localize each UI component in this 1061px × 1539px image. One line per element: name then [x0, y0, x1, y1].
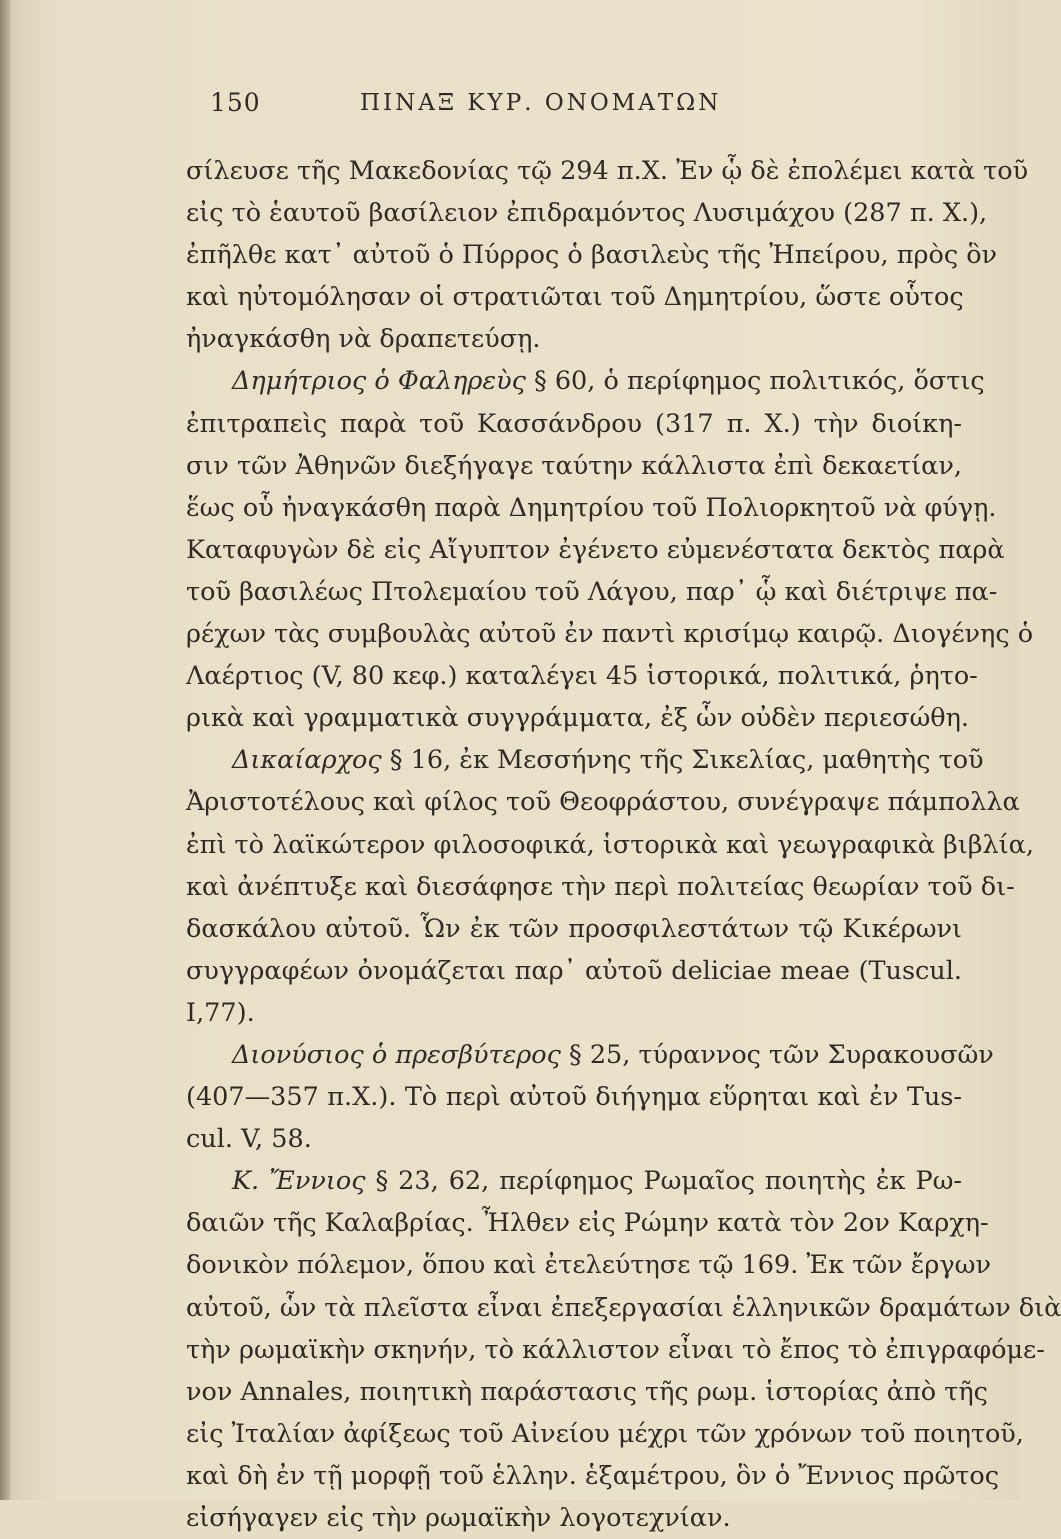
line-text: δαιῶν τῆς Καλαβρίας. Ἦλθεν εἰς Ρώμην κατὰ τὸν 2ον Καρχη- — [186, 1208, 989, 1239]
line-text: ρικὰ καὶ γραμματικὰ συγγράμματα, ἐξ ὧν οὐδὲν περιεσώθη. — [186, 703, 970, 734]
line-text: νον Annales, ποιητικὴ παράστασις τῆς ρωμ. ἱστορίας ἀπὸ τῆς — [186, 1376, 988, 1407]
text-line — [186, 1118, 962, 1160]
entry-name: Διονύσιος ὁ πρεσβύτερος — [232, 1039, 561, 1070]
text-line — [186, 445, 962, 487]
line-text: δασκάλου αὐτοῦ. Ὧν ἐκ τῶν προσφιλεστάτων τῷ Κικέρωνι — [186, 913, 962, 944]
line-text: καὶ δὴ ἐν τῇ μορφῇ τοῦ ἑλλην. ἑξαμέτρου, ὃν ὁ Ἔννιος πρῶτος — [186, 1460, 1000, 1491]
entry-name: Δημήτριος ὁ Φαληρεὺς — [232, 366, 526, 397]
text-line — [186, 318, 962, 360]
text-line — [186, 908, 962, 950]
text-line — [186, 1329, 1045, 1371]
text-line — [186, 950, 962, 992]
text-line — [186, 571, 998, 613]
line-text: I,77). — [186, 997, 255, 1028]
text-line — [186, 866, 1015, 908]
line-text: τὴν ρωμαϊκὴν σκηνήν, τὸ κάλλιστον εἶναι τὸ ἔπος τὸ ἐπιγραφόμε- — [186, 1334, 1045, 1365]
text-line — [186, 1244, 991, 1286]
line-text: (407—357 π.Χ.). Τὸ περὶ αὐτοῦ διήγημα εὕρηται καὶ ἐν Tus- — [186, 1082, 962, 1113]
line-text: ἕως οὗ ἠναγκάσθη παρὰ Δημητρίου τοῦ Πολιορκητοῦ νὰ φύγῃ. — [186, 492, 997, 523]
line-text: καὶ ἀνέπτυξε καὶ διεσάφησε τὴν περὶ πολιτείας θεωρίαν τοῦ δι- — [186, 871, 1015, 902]
entry-first-line — [186, 360, 985, 402]
text-line — [186, 1287, 1061, 1329]
text-line — [186, 1455, 1000, 1497]
text-line — [186, 529, 1005, 571]
entry-name: Κ. Ἔννιος — [232, 1166, 366, 1197]
line-text: ρέχων τὰς συμβουλὰς αὐτοῦ ἐν παντὶ κρισίμῳ καιρῷ. Διογένης ὁ — [186, 619, 1034, 650]
line-text: ἐπὶ τὸ λαϊκώτερον φιλοσοφικά, ἱστορικὰ καὶ γεωγραφικὰ βιβλία, — [186, 829, 1034, 860]
line-text: εἰς Ἰταλίαν ἀφίξεως τοῦ Αἰνείου μέχρι τῶν χρόνων τοῦ ποιητοῦ, — [186, 1418, 1024, 1449]
line-text: καὶ ηὐτομόλησαν οἱ στρατιῶται τοῦ Δημητρίου, ὥστε οὗτος — [186, 282, 964, 313]
line-text: αὐτοῦ, ὧν τὰ πλεῖστα εἶναι ἐπεξεργασίαι ἑλληνικῶν δραμάτων διὰ — [186, 1292, 1061, 1323]
line-text: ἐπῆλθε κατ᾽ αὐτοῦ ὁ Πύρρος ὁ βασιλεὺς τῆς Ἠπείρου, πρὸς ὃν — [186, 240, 998, 271]
text-line — [186, 1076, 962, 1118]
entry-first-line — [186, 739, 984, 781]
line-text: σίλευσε τῆς Μακεδονίας τῷ 294 π.Χ. Ἐν ᾧ δὲ ἐπολέμει κατὰ τοῦ — [186, 156, 1029, 186]
text-line — [186, 487, 997, 529]
text-line — [186, 613, 1034, 655]
text-line — [186, 1413, 1024, 1455]
entry-name: Δικαίαρχος — [232, 745, 382, 776]
text-line — [186, 192, 988, 234]
running-title: ΠΙΝΑΞ ΚΥΡ. ΟΝΟΜΑΤΩΝ — [360, 90, 722, 116]
text-line — [186, 234, 998, 276]
text-line — [186, 1202, 989, 1244]
text-line — [186, 697, 970, 739]
entry-first-line — [186, 1160, 962, 1202]
line-text: τοῦ βασιλέως Πτολεμαίου τοῦ Λάγου, παρ᾽ ᾧ καὶ διέτριψε πα- — [186, 576, 998, 607]
page-header — [210, 88, 770, 122]
line-text: Καταφυγὼν δὲ εἰς Αἴγυπτον ἐγένετο εὐμενέστατα δεκτὸς παρὰ — [186, 534, 1005, 565]
line-text: § 23, 62, περίφημος Ρωμαῖος ποιητὴς ἐκ Ρω- — [365, 1166, 963, 1197]
line-text: Λαέρτιος (V, 80 κεφ.) καταλέγει 45 ἱστορικά, πολιτικά, ῥητο- — [186, 661, 978, 692]
line-text: Ἀριστοτέλους καὶ φίλος τοῦ Θεοφράστου, συνέγραψε πάμπολλα — [186, 787, 1020, 818]
line-text: ἐπιτραπεὶς παρὰ τοῦ Κασσάνδρου (317 π. Χ.) τὴν διοίκη- — [186, 408, 962, 439]
page-number: 150 — [210, 88, 261, 117]
body-text — [186, 150, 1061, 1539]
text-line — [186, 992, 962, 1034]
line-text: συγγραφέων ὀνομάζεται παρ᾽ αὐτοῦ deliciae meae (Tuscul. — [186, 955, 962, 986]
line-text: σιν τῶν Ἀθηνῶν διεξήγαγε ταύτην κάλλιστα ἐπὶ δεκαετίαν, — [186, 450, 962, 481]
text-line — [186, 1497, 962, 1539]
line-text: δονικὸν πόλεμον, ὅπου καὶ ἐτελεύτησε τῷ 169. Ἐκ τῶν ἔργων — [186, 1250, 991, 1281]
text-line — [186, 781, 1020, 823]
line-text: εἰσήγαγεν εἰς τὴν ρωμαϊκὴν λογοτεχνίαν. — [186, 1503, 731, 1533]
entry-first-line — [186, 1034, 994, 1076]
line-text: ἠναγκάσθη νὰ δραπετεύσῃ. — [186, 324, 541, 355]
text-line — [186, 655, 978, 697]
line-text: § 16, ἐκ Μεσσήνης τῆς Σικελίας, μαθητὴς τοῦ — [381, 745, 984, 776]
line-text: § 25, τύραννος τῶν Συρακουσῶν — [560, 1039, 994, 1070]
page-binding-edge — [0, 0, 10, 1500]
line-text: cul. V, 58. — [186, 1124, 312, 1155]
text-line — [186, 150, 1029, 192]
text-line — [186, 403, 962, 445]
line-text: εἰς τὸ ἑαυτοῦ βασίλειον ἐπιδραμόντος Λυσιμάχου (287 π. Χ.), — [186, 198, 988, 229]
text-line — [186, 276, 962, 318]
text-line — [186, 1371, 988, 1413]
line-text: § 60, ὁ περίφημος πολιτικός, ὅστις — [525, 366, 985, 397]
text-line — [186, 824, 1034, 866]
